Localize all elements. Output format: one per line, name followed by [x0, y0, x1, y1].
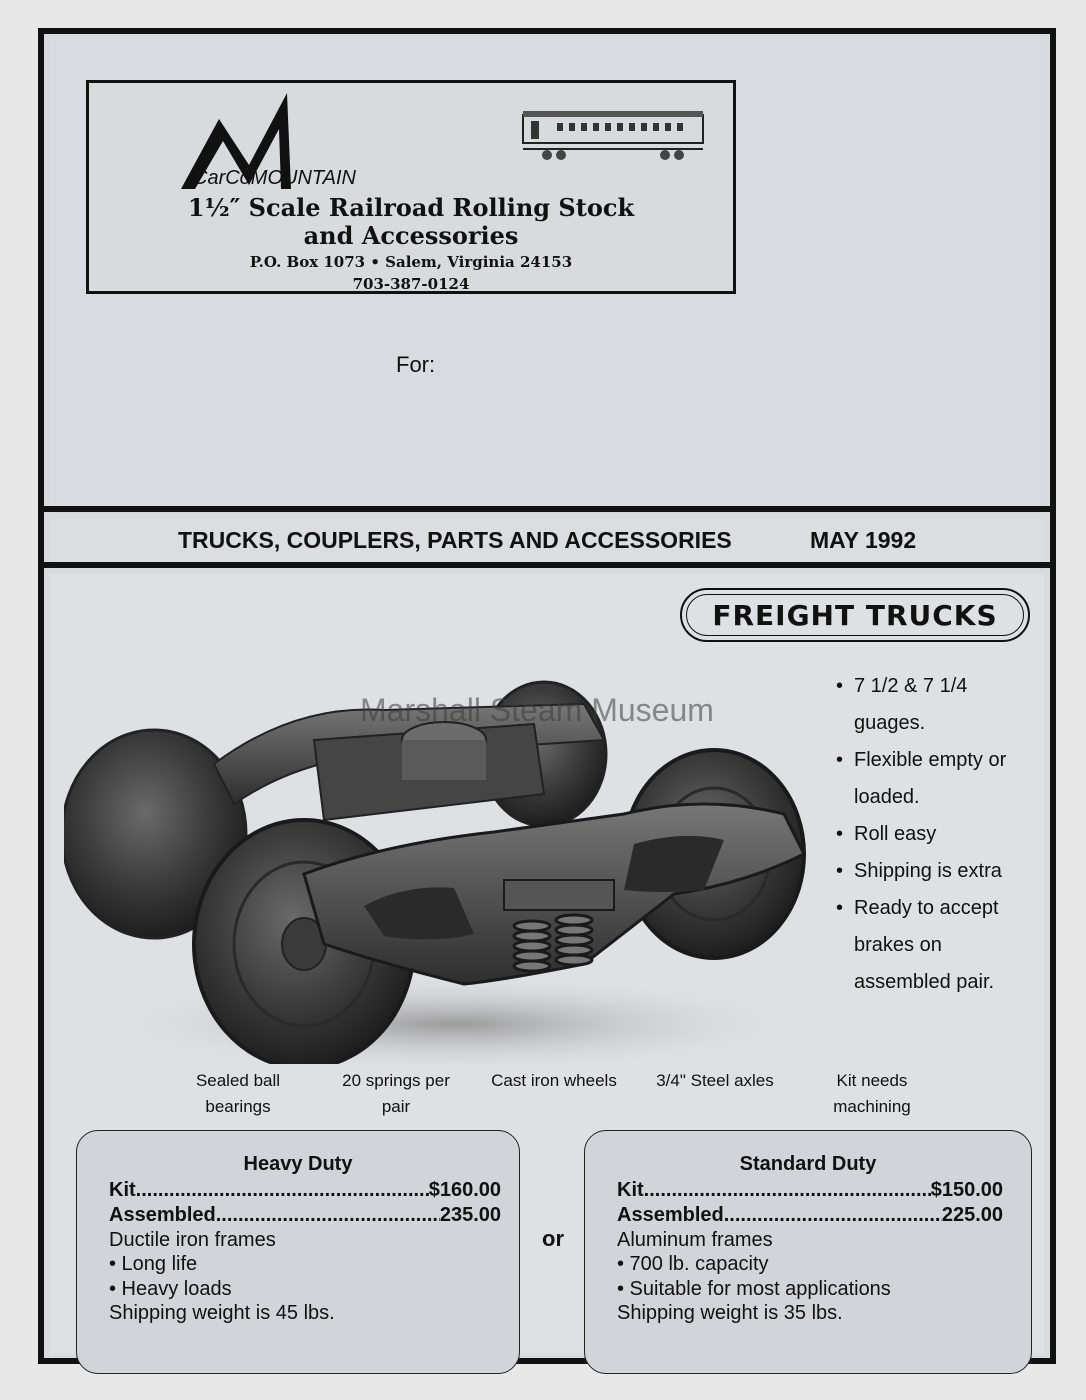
- assembled-label: Assembled: [109, 1204, 216, 1226]
- caption-machining: Kit needs machining: [833, 1071, 911, 1116]
- assembled-label: Assembled: [617, 1204, 724, 1226]
- section-title-pill: [680, 588, 1030, 642]
- assembled-price-row: [109, 1204, 501, 1227]
- feature-text: Ready to accept brakes on assembled pair.: [854, 897, 999, 993]
- bullet: •: [836, 823, 844, 845]
- feature-item: [836, 742, 1036, 816]
- leader-dots: [216, 1204, 440, 1227]
- standard-duty-heading: Standard Duty: [739, 1153, 877, 1175]
- shipping-weight: Shipping weight is 45 lbs.: [109, 1302, 335, 1324]
- feature-point: • Long life: [109, 1253, 198, 1275]
- photo-captions: [50, 1068, 1044, 1128]
- banner-date: MAY 1992: [810, 526, 917, 553]
- feature-item: [836, 853, 1036, 890]
- caption-bearings: Sealed ball bearings: [195, 1071, 281, 1116]
- banner-title: TRUCKS, COUPLERS, PARTS AND ACCESSORIES: [178, 526, 732, 553]
- heavy-duty-heading: Heavy Duty: [243, 1153, 353, 1175]
- feature-text: 7 1/2 & 7 1/4 guages.: [854, 675, 968, 734]
- feature-list: [836, 668, 1036, 1001]
- heavy-duty-box: [76, 1130, 520, 1374]
- company-tagline-line1: 1½″ Scale Railroad Rolling Stock: [187, 193, 635, 222]
- caption-axles: 3/4" Steel axles: [656, 1071, 774, 1090]
- divider: [44, 506, 1050, 512]
- feature-point: • Suitable for most applications: [617, 1278, 891, 1300]
- catalog-sheet: [38, 28, 1056, 1364]
- company-phone: 703-387-0124: [352, 275, 470, 293]
- assembled-price: 225.00: [941, 1204, 1003, 1226]
- frame-material: Ductile iron frames: [109, 1229, 276, 1251]
- feature-item: [836, 816, 1036, 853]
- assembled-price: 235.00: [439, 1204, 501, 1226]
- feature-text: Roll easy: [854, 823, 937, 845]
- kit-price: $160.00: [428, 1179, 501, 1201]
- caption-wheels: Cast iron wheels: [491, 1071, 617, 1090]
- logo-text: CarCoMOUNTAIN: [193, 167, 356, 189]
- feature-text: Shipping is extra: [854, 860, 1002, 882]
- divider: [44, 562, 1050, 568]
- watermark: Marshall Steam Museum: [360, 692, 714, 728]
- caption-springs: 20 springs per pair: [342, 1071, 450, 1116]
- banner: [50, 518, 1044, 562]
- frame-material: Aluminum frames: [617, 1229, 773, 1251]
- leader-dots: [136, 1179, 429, 1202]
- bullet: •: [836, 749, 844, 771]
- feature-point: • 700 lb. capacity: [617, 1253, 769, 1275]
- kit-label: Kit: [109, 1179, 136, 1201]
- for-label: For:: [396, 352, 436, 377]
- kit-label: Kit: [617, 1179, 644, 1201]
- kit-price: $150.00: [930, 1179, 1003, 1201]
- assembled-price-row: [617, 1204, 1003, 1227]
- feature-point: • Heavy loads: [109, 1278, 232, 1300]
- feature-item: [836, 890, 1036, 1001]
- company-tagline-line2: and Accessories: [303, 221, 519, 250]
- kit-price-row: [109, 1179, 501, 1202]
- top-panel: [50, 40, 1044, 506]
- feature-item: [836, 668, 1036, 742]
- shipping-weight: Shipping weight is 35 lbs.: [617, 1302, 843, 1324]
- freight-trucks-panel: [50, 574, 1044, 1354]
- kit-price-row: [617, 1179, 1003, 1202]
- bullet: •: [836, 860, 844, 882]
- leader-dots: [724, 1204, 942, 1227]
- standard-duty-box: [584, 1130, 1032, 1374]
- leader-dots: [644, 1179, 931, 1202]
- bullet: •: [836, 897, 844, 919]
- company-address: P.O. Box 1073 • Salem, Virginia 24153: [249, 253, 573, 271]
- passenger-car-icon: [517, 105, 709, 169]
- or-label: or: [542, 1226, 564, 1251]
- company-header: [86, 80, 736, 294]
- bullet: •: [836, 675, 844, 697]
- feature-text: Flexible empty or loaded.: [854, 749, 1007, 808]
- section-title: FREIGHT TRUCKS: [712, 598, 998, 632]
